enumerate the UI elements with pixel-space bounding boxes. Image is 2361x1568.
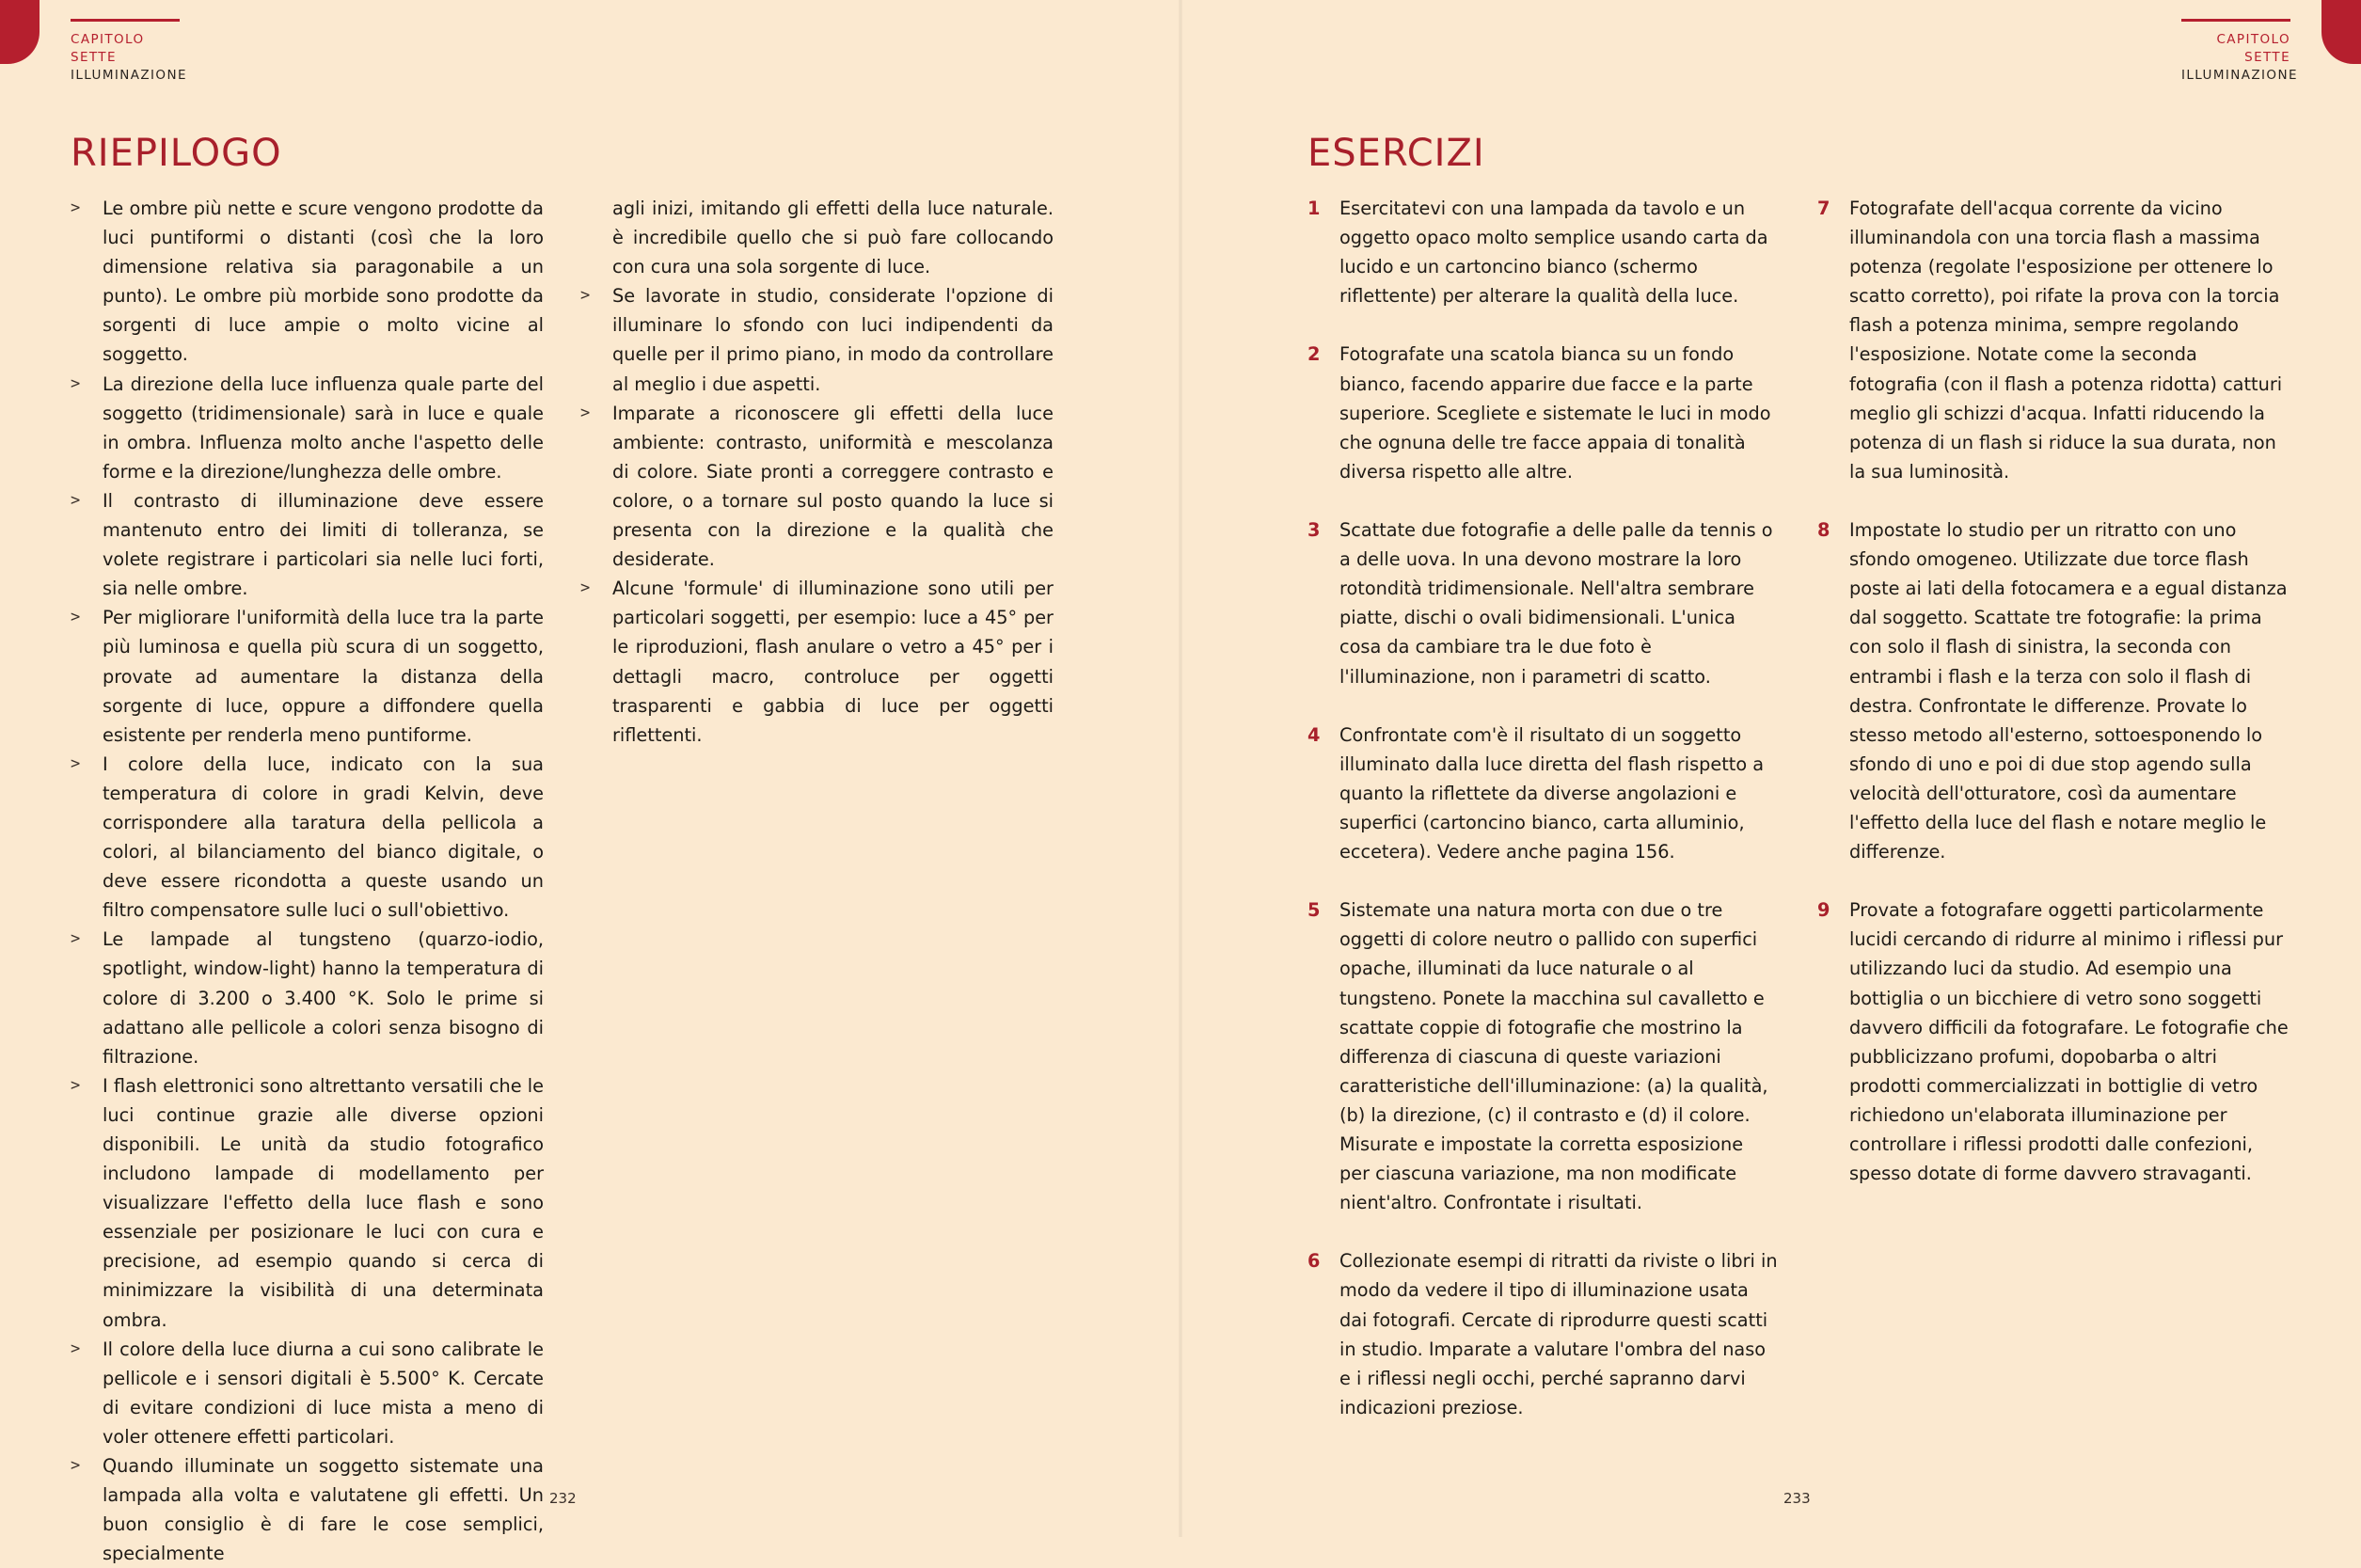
- summary-item-text: Alcune 'formule' di illuminazione sono utili per particolari soggetti, per esempio: luce a 45° per le riproduzioni, flash anulare o vetro a 45° per i dettagli macro, controluce per oggetti trasparenti e gabbia di luce per oggetti riflettenti.: [612, 578, 1054, 746]
- left-page: [0, 0, 1180, 1565]
- exercises-column-1: [1307, 194, 1778, 1451]
- exercise-number: 5: [1307, 899, 1321, 922]
- chapter-label: CAPITOLO SETTE: [71, 32, 145, 65]
- exercise-number: 4: [1307, 723, 1321, 746]
- summary-item: [71, 925, 544, 1070]
- summary-heading: RIEPILOGO: [71, 132, 282, 175]
- exercise-text: Provate a fotografare oggetti particolarmente lucidi cercando di ridurre al minimo i riflessi pur utilizzando luci da studio. Ad esempio una bottiglia o un bicchiere di vetro sono soggetti davvero difficili da fotografare. Le fotografie che pubblicizzano profumi, dopobarba o altri prodotti commercializzati in bottiglie di vetro richiedono un'elaborata illuminazione per controllare i riflessi prodotti dalle confezioni, spesso dotate di forme davvero stravaganti.: [1849, 899, 2289, 1185]
- bullet-arrow-icon: >: [71, 1338, 81, 1358]
- section-label: ILLUMINAZIONE: [71, 68, 187, 83]
- page-number-right: 233: [1783, 1490, 1811, 1507]
- summary-item-text: I flash elettronici sono altrettanto versatili che le luci continue grazie alle diverse opzioni disponibili. Le unità da studio fotografico includono lampade di modellamento per visualizzare l'effetto della luce flash e sono essenziale per posizionare le luci con cura e precisione, ad esempio quando si cerca di minimizzare la visibilità di una determinata ombra.: [103, 1074, 544, 1331]
- running-header-left: [71, 19, 187, 85]
- summary-item-text: Imparate a riconoscere gli effetti della luce ambiente: contrasto, uniformità e mescolanza di colore. Siate pronti a correggere contrasto e colore, o a tornare sul posto quando la luce si presenta con la direzione e la qualità che desiderate.: [612, 402, 1054, 571]
- exercise-number: 7: [1817, 198, 1830, 219]
- exercise-number: 9: [1817, 899, 1830, 922]
- bullet-arrow-icon: >: [71, 373, 81, 393]
- summary-item: [580, 574, 1054, 750]
- summary-item-text: Se lavorate in studio, considerate l'opzione di illuminare lo sfondo con luci indipendenti da quelle per il primo piano, in modo da controllare al meglio i due aspetti.: [612, 285, 1054, 395]
- exercise-item: [1817, 194, 2290, 486]
- summary-item-text: Il colore della luce diurna a cui sono calibrate le pellicole e i sensori digitali è 5.500° K. Cercate di evitare condizioni di luce mista a meno di voler ottenere effetti particolari.: [103, 1338, 544, 1448]
- bullet-arrow-icon: >: [580, 403, 591, 422]
- running-header-right: [2181, 19, 2298, 85]
- summary-item-text: La direzione della luce influenza quale parte del soggetto (tridimensionale) sarà in luce e quale in ombra. Influenza molto anche l'aspetto delle forme e la direzione/lunghezza delle ombre.: [103, 372, 544, 483]
- right-page: [1180, 0, 2361, 1537]
- exercise-text: Sistemate una natura morta con due o tre oggetti di colore neutro o pallido con superfici opache, illuminati da luce naturale o al tungsteno. Ponete la macchina sul cavalletto e scattate coppie di fotografie che mostrino la differenza di ciascuna di queste variazioni caratteristiche dell'illuminazione: (a) la qualità, (b) la direzione, (c) il contrasto e (d) il colore. Misurate e impostate la corretta esposizione per ciascuna variazione, ma non modificate nient'altro. Confrontate i risultati.: [1339, 899, 1768, 1214]
- summary-item-text: Il contrasto di illuminazione deve essere mantenuto entro dei limiti di tolleranza, se volete registrare i particolari sia nelle luci forti, sia nelle ombre.: [103, 489, 544, 600]
- bullet-arrow-icon: >: [71, 608, 81, 627]
- bullet-arrow-icon: >: [71, 753, 81, 773]
- exercise-number: 3: [1307, 519, 1321, 542]
- summary-item: [580, 399, 1054, 575]
- summary-item-text: Per migliorare l'uniformità della luce tra la parte più luminosa e quella più scura di un soggetto, provate ad aumentare la distanza della sorgente di luce, oppure a diffondere quella esistente per renderla meno puntiforme.: [103, 607, 544, 746]
- bullet-arrow-icon: >: [580, 286, 591, 306]
- page-number-left: 232: [549, 1490, 577, 1507]
- exercise-text: Scattate due fotografie a delle palle da tennis o a delle uova. In una devono mostrare la loro rotondità tridimensionale. Nell'altra sembrare piatte, dischi o ovali bidimensionali. L'unica cosa da cambiare tra le due foto è l'illuminazione, non i parametri di scatto.: [1339, 519, 1773, 688]
- header-rule: [71, 19, 180, 22]
- summary-column-1: [71, 194, 544, 1568]
- bullet-arrow-icon: >: [71, 490, 81, 510]
- summary-item: [71, 486, 544, 603]
- summary-item: [71, 194, 544, 370]
- bullet-arrow-icon: >: [71, 1456, 81, 1476]
- exercise-text: Collezionate esempi di ritratti da riviste o libri in modo da vedere il tipo di illuminazione usata dai fotografi. Cercate di riprodurre questi scatti in studio. Imparate a valutare l'ombra del naso e i riflessi negli occhi, perché sapranno darvi indicazioni preziose.: [1339, 1250, 1778, 1418]
- bullet-arrow-icon: >: [580, 578, 591, 598]
- bullet-arrow-icon: >: [71, 1075, 81, 1095]
- exercise-item: [1817, 515, 2290, 866]
- exercise-text: Fotografate dell'acqua corrente da vicino illuminandola con una torcia flash a massima potenza (regolate l'esposizione per ottenere lo scatto corretto), poi rifate la prova con la torcia flash a potenza minima, sempre regolando l'esposizione. Notate come la seconda fotografia (con il flash a potenza ridotta) catturi meglio gli schizzi d'acqua. Infatti riducendo la potenza di un flash si riduce la sua durata, non la sua luminosità.: [1849, 198, 2283, 483]
- exercise-text: Confrontate com'è il risultato di un soggetto illuminato dalla luce diretta del flash rispetto a quanto la riflettete da diverse angolazioni e superfici (cartoncino bianco, carta alluminio, eccetera). Vedere anche pagina 156.: [1339, 723, 1765, 863]
- exercise-text: Impostate lo studio per un ritratto con uno sfondo omogeneo. Utilizzate due torce flash poste ai lati della fotocamera e a egual distanza dal soggetto. Scattate tre fotografie: la prima con solo il flash di sinistra, la seconda con entrambi i flash e la terza con solo il flash di destra. Confrontate le differenze. Provate lo stesso metodo all'esterno, sottoesponendo lo sfondo di uno e poi di due stop agendo sulla velocità dell'otturatore, così da aumentare l'effetto della luce del flash e notare meglio le differenze.: [1849, 519, 2288, 863]
- exercise-item: [1307, 194, 1778, 310]
- exercise-number: 2: [1307, 343, 1321, 366]
- exercise-item: [1307, 1246, 1778, 1422]
- chapter-tab-marker: [2321, 0, 2361, 64]
- section-label: ILLUMINAZIONE: [2181, 68, 2298, 83]
- exercise-number: 1: [1307, 198, 1321, 219]
- exercise-item: [1817, 895, 2290, 1188]
- exercise-text: Fotografate una scatola bianca su un fondo bianco, facendo apparire due facce e la parte superiore. Scegliete e sistemate le luci in modo che ognuna delle tre facce appaia di tonalità diversa rispetto alle altre.: [1339, 343, 1771, 483]
- summary-continuation: agli inizi, imitando gli effetti della luce naturale. è incredibile quello che si può fare collocando con cura una sola sorgente di luce.: [612, 198, 1054, 278]
- summary-item: [580, 281, 1054, 398]
- chapter-label: CAPITOLO SETTE: [2216, 32, 2290, 65]
- bullet-arrow-icon: >: [71, 198, 81, 217]
- summary-column-2: [580, 194, 1054, 750]
- summary-item: [71, 750, 544, 926]
- exercise-item: [1307, 515, 1778, 691]
- header-rule: [2181, 19, 2290, 22]
- exercise-item: [1307, 895, 1778, 1217]
- exercise-number: 8: [1817, 519, 1830, 542]
- exercises-column-2: [1817, 194, 2290, 1217]
- exercises-heading: ESERCIZI: [1307, 132, 1485, 175]
- bullet-arrow-icon: >: [71, 929, 81, 949]
- summary-item-text: Le lampade al tungsteno (quarzo-iodio, spotlight, window-light) hanno la temperatura di colore di 3.200 o 3.400 °K. Solo le prime si adattano alle pellicole a colori senza bisogno di filtrazione.: [103, 928, 544, 1068]
- summary-item-text: Le ombre più nette e scure vengono prodotte da luci puntiformi o distanti (così che la loro dimensione relativa sia paragonabile a un punto). Le ombre più morbide sono prodotte da sorgenti di luce ampie o molto vicine al soggetto.: [103, 198, 544, 366]
- summary-item: [71, 370, 544, 486]
- exercise-text: Esercitatevi con una lampada da tavolo e un oggetto opaco molto semplice usando carta da lucido e un cartoncino bianco (schermo riflettente) per alterare la qualità della luce.: [1339, 198, 1768, 308]
- summary-item: [71, 1451, 544, 1568]
- summary-item: [71, 603, 544, 749]
- exercise-item: [1307, 340, 1778, 485]
- summary-item: [71, 1071, 544, 1335]
- chapter-tab-marker: [0, 0, 40, 64]
- summary-item: [71, 1335, 544, 1451]
- summary-item-text: I colore della luce, indicato con la sua temperatura di colore in gradi Kelvin, deve corrispondere alla taratura della pellicola a colori, al bilanciamento del bianco digitale, o deve essere ricondotta a queste usando un filtro compensatore sulle luci o sull'obiettivo.: [103, 752, 544, 922]
- exercise-number: 6: [1307, 1250, 1321, 1273]
- exercise-item: [1307, 721, 1778, 866]
- summary-item-text: Quando illuminate un soggetto sistemate una lampada alla volta e valutatene gli effetti. Un buon consiglio è di fare le cose semplici, specialmente: [103, 1455, 544, 1565]
